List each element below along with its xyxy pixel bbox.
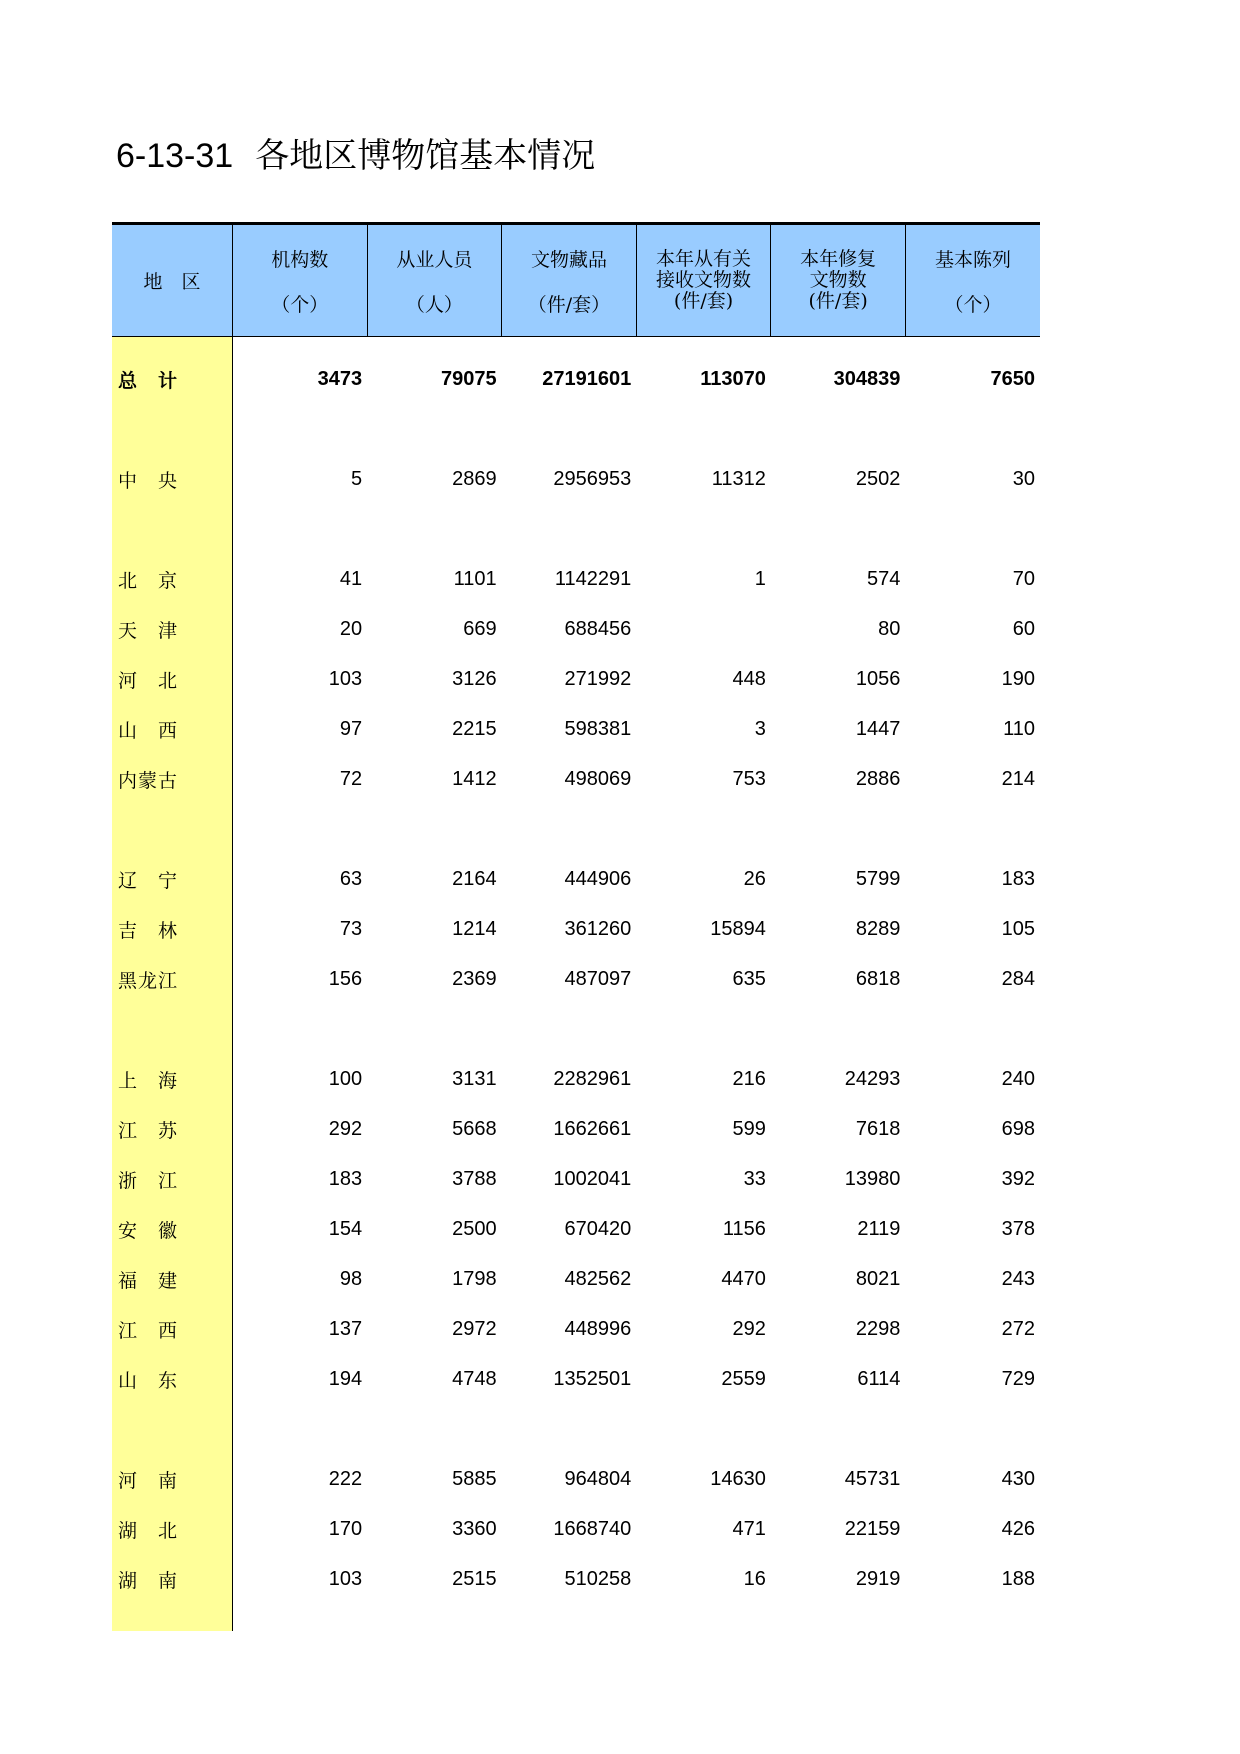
empty-cell	[502, 505, 637, 555]
header-staff	[367, 224, 502, 337]
table-row	[112, 1455, 1040, 1505]
value-cell: 103	[328, 668, 363, 690]
empty-cell	[771, 1605, 906, 1631]
empty-cell	[771, 1405, 906, 1455]
value-cell: 1056	[855, 668, 901, 690]
empty-cell	[905, 337, 1040, 355]
empty-cell	[502, 337, 637, 355]
value-cell: 2502	[855, 468, 901, 490]
value-cell: 1412	[452, 768, 497, 790]
value-cell: 2215	[452, 718, 497, 740]
header-label-line: 基本陈列	[934, 248, 1011, 271]
value-cell: 426	[1001, 1518, 1035, 1540]
value-cell: 100	[328, 1068, 363, 1090]
table-row	[112, 1155, 1040, 1205]
value-cell: 26	[743, 868, 766, 890]
total-row	[112, 355, 1040, 405]
header-region	[112, 224, 233, 337]
value-cell: 97	[339, 718, 363, 740]
value-cell: 222	[328, 1468, 363, 1490]
value-cell: 41	[339, 568, 363, 590]
value-cell: 33	[743, 1168, 766, 1190]
value-cell: 113070	[700, 368, 766, 390]
header-restored-relics	[771, 224, 906, 337]
table-row	[112, 1255, 1040, 1305]
value-cell: 45731	[844, 1468, 901, 1490]
header-label-line: 从业人员	[396, 248, 473, 271]
value-cell: 20	[339, 618, 363, 640]
page-title	[116, 128, 595, 177]
museum-statistics-table	[112, 222, 1040, 1631]
value-cell: 11312	[711, 468, 766, 490]
value-cell: 471	[732, 1518, 766, 1540]
table-number: 6-13-31	[116, 137, 234, 175]
empty-cell	[367, 1605, 502, 1631]
value-cell: 170	[328, 1518, 363, 1540]
region-name: 天 津	[112, 605, 233, 655]
region-cell	[112, 805, 233, 855]
value-cell: 214	[1001, 768, 1035, 790]
value-cell: 190	[1001, 668, 1035, 690]
value-cell: 103	[328, 1568, 363, 1590]
value-cell: 4748	[452, 1368, 497, 1390]
value-cell: 669	[463, 618, 497, 640]
value-cell: 292	[328, 1118, 363, 1140]
region-cell	[112, 1605, 233, 1631]
empty-cell	[233, 1405, 368, 1455]
table-header	[112, 224, 1040, 337]
spacer-row	[112, 1005, 1040, 1055]
region-name: 山 西	[112, 705, 233, 755]
table-row	[112, 1555, 1040, 1605]
value-cell: 448996	[564, 1318, 632, 1340]
value-cell: 154	[328, 1218, 363, 1240]
empty-cell	[502, 1605, 637, 1631]
value-cell: 22159	[844, 1518, 901, 1540]
table-title: 各地区博物馆基本情况	[255, 136, 596, 176]
table-row	[112, 605, 1040, 655]
value-cell: 2282961	[553, 1068, 632, 1090]
empty-cell	[636, 1605, 771, 1631]
value-cell: 599	[732, 1118, 766, 1140]
empty-cell	[905, 405, 1040, 455]
value-cell: 2369	[452, 968, 497, 990]
region-cell	[112, 1405, 233, 1455]
value-cell: 430	[1001, 1468, 1035, 1490]
value-cell: 105	[1001, 918, 1035, 940]
value-cell: 60	[1012, 618, 1035, 640]
value-cell: 392	[1001, 1168, 1035, 1190]
table-row	[112, 955, 1040, 1005]
header-exhibitions	[905, 224, 1040, 337]
value-cell: 2956953	[553, 468, 632, 490]
value-cell: 6818	[855, 968, 901, 990]
value-cell: 1447	[855, 718, 901, 740]
region-name: 江 西	[112, 1305, 233, 1355]
header-label-line: 接收文物数	[656, 269, 752, 291]
table-row	[112, 1205, 1040, 1255]
region-name: 中 央	[112, 455, 233, 505]
value-cell: 72	[339, 768, 363, 790]
value-cell: 137	[328, 1318, 363, 1340]
value-cell: 482562	[564, 1268, 632, 1290]
value-cell: 1352501	[553, 1368, 632, 1390]
value-cell: 98	[339, 1268, 363, 1290]
table-row	[112, 705, 1040, 755]
region-name: 上 海	[112, 1055, 233, 1105]
table-row	[112, 555, 1040, 605]
region-name: 河 北	[112, 655, 233, 705]
empty-cell	[367, 1405, 502, 1455]
table-row	[112, 1055, 1040, 1105]
value-cell: 698	[1001, 1118, 1035, 1140]
value-cell: 378	[1001, 1218, 1035, 1240]
value-cell: 498069	[564, 768, 632, 790]
header-label-line: （人）	[405, 293, 463, 316]
value-cell: 1142291	[554, 568, 632, 590]
region-name: 山 东	[112, 1355, 233, 1405]
header-label-line: 机构数	[271, 248, 329, 271]
value-cell: 510258	[564, 1568, 632, 1590]
value-cell: 194	[328, 1368, 363, 1390]
region-name: 内蒙古	[112, 755, 233, 805]
value-cell: 670420	[564, 1218, 632, 1240]
empty-cell	[636, 805, 771, 855]
value-cell: 448	[732, 668, 766, 690]
value-cell: 4470	[721, 1268, 766, 1290]
value-cell: 13980	[844, 1168, 901, 1190]
table-row	[112, 905, 1040, 955]
empty-cell	[636, 1405, 771, 1455]
table-row	[112, 755, 1040, 805]
region-name: 黑龙江	[112, 955, 233, 1005]
value-cell: 14630	[710, 1468, 766, 1490]
header-label-line: （件/套）	[527, 293, 611, 316]
value-cell: 5668	[452, 1118, 497, 1140]
region-name: 总 计	[112, 355, 233, 405]
value-cell: 240	[1001, 1068, 1035, 1090]
empty-cell	[367, 505, 502, 555]
region-name: 福 建	[112, 1255, 233, 1305]
value-cell	[636, 605, 771, 655]
empty-cell	[771, 405, 906, 455]
empty-cell	[233, 405, 368, 455]
value-cell: 3131	[452, 1068, 497, 1090]
empty-cell	[636, 337, 771, 355]
header-label-line: （个）	[271, 293, 329, 316]
header-label-line: 本年修复	[800, 248, 877, 270]
empty-cell	[233, 505, 368, 555]
value-cell: 1101	[453, 568, 497, 590]
spacer-row	[112, 1405, 1040, 1455]
value-cell: 574	[867, 568, 901, 590]
value-cell: 753	[732, 768, 766, 790]
empty-cell	[233, 1605, 368, 1631]
value-cell: 5799	[855, 868, 901, 890]
value-cell: 1214	[452, 918, 497, 940]
empty-cell	[771, 1005, 906, 1055]
value-cell: 7650	[990, 368, 1035, 390]
region-name: 江 苏	[112, 1105, 233, 1155]
empty-cell	[502, 805, 637, 855]
header-label-line: 地 区	[143, 271, 201, 293]
value-cell: 964804	[564, 1468, 632, 1490]
header-label-line: （个）	[944, 293, 1002, 316]
value-cell: 2298	[855, 1318, 901, 1340]
value-cell: 3473	[317, 368, 363, 390]
empty-cell	[771, 337, 906, 355]
empty-cell	[367, 337, 502, 355]
value-cell: 183	[1001, 868, 1035, 890]
value-cell: 1	[754, 568, 766, 590]
empty-cell	[367, 805, 502, 855]
empty-cell	[771, 805, 906, 855]
empty-cell	[367, 1005, 502, 1055]
value-cell: 487097	[564, 968, 632, 990]
value-cell: 2886	[855, 768, 901, 790]
value-cell: 24293	[844, 1068, 901, 1090]
spacer-row	[112, 805, 1040, 855]
value-cell: 688456	[564, 618, 632, 640]
value-cell: 3360	[452, 1518, 497, 1540]
value-cell: 2919	[855, 1568, 901, 1590]
table-row	[112, 655, 1040, 705]
empty-cell	[502, 405, 637, 455]
value-cell: 2869	[452, 468, 497, 490]
empty-cell	[905, 1605, 1040, 1631]
value-cell: 188	[1001, 1568, 1035, 1590]
header-collections	[502, 224, 637, 337]
value-cell: 598381	[564, 718, 632, 740]
value-cell: 5885	[452, 1468, 497, 1490]
value-cell: 16	[743, 1568, 766, 1590]
value-cell: 183	[328, 1168, 363, 1190]
value-cell: 79075	[441, 368, 497, 390]
region-name: 湖 北	[112, 1505, 233, 1555]
region-name: 河 南	[112, 1455, 233, 1505]
value-cell: 304839	[833, 368, 901, 390]
region-cell	[112, 1005, 233, 1055]
value-cell: 30	[1012, 468, 1035, 490]
value-cell: 27191601	[542, 368, 632, 390]
region-name: 辽 宁	[112, 855, 233, 905]
region-name: 北 京	[112, 555, 233, 605]
empty-cell	[905, 1405, 1040, 1455]
value-cell: 6114	[857, 1368, 901, 1390]
value-cell: 5	[350, 468, 363, 490]
region-name: 湖 南	[112, 1555, 233, 1605]
region-name: 安 徽	[112, 1205, 233, 1255]
value-cell: 63	[339, 868, 363, 890]
empty-cell	[502, 1405, 637, 1455]
spacer-row	[112, 505, 1040, 555]
region-name: 吉 林	[112, 905, 233, 955]
table-row	[112, 1305, 1040, 1355]
value-cell: 292	[732, 1318, 766, 1340]
value-cell: 729	[1001, 1368, 1035, 1390]
value-cell: 361260	[564, 918, 632, 940]
region-cell	[112, 405, 233, 455]
empty-cell	[233, 337, 368, 355]
value-cell: 15894	[710, 918, 766, 940]
header-label-line: 文物数	[809, 269, 867, 291]
bottom-spacer-row	[112, 1605, 1040, 1631]
header-institutions	[233, 224, 368, 337]
header-row	[112, 224, 1040, 337]
empty-cell	[636, 1005, 771, 1055]
value-cell: 3788	[452, 1168, 497, 1190]
table-row	[112, 1105, 1040, 1155]
table-row	[112, 1505, 1040, 1555]
empty-cell	[905, 805, 1040, 855]
value-cell: 70	[1012, 568, 1035, 590]
header-received-relics	[636, 224, 771, 337]
empty-cell	[233, 805, 368, 855]
value-cell: 8021	[855, 1268, 901, 1290]
empty-cell	[905, 1005, 1040, 1055]
top-spacer-row	[112, 337, 1040, 355]
header-label-line: (件/套)	[673, 290, 734, 312]
value-cell: 284	[1001, 968, 1035, 990]
empty-cell	[367, 405, 502, 455]
value-cell: 1662661	[553, 1118, 632, 1140]
value-cell: 156	[328, 968, 363, 990]
value-cell: 216	[732, 1068, 766, 1090]
table-body	[112, 337, 1040, 1631]
value-cell: 2559	[721, 1368, 766, 1390]
value-cell: 272	[1001, 1318, 1035, 1340]
empty-cell	[771, 505, 906, 555]
value-cell: 3	[754, 718, 766, 740]
value-cell: 2164	[452, 868, 497, 890]
value-cell: 1798	[452, 1268, 497, 1290]
empty-cell	[636, 405, 771, 455]
value-cell: 8289	[855, 918, 901, 940]
value-cell: 110	[1003, 718, 1035, 740]
value-cell: 7618	[855, 1118, 901, 1140]
value-cell: 635	[732, 968, 766, 990]
value-cell: 1668740	[553, 1518, 632, 1540]
table-row	[112, 1355, 1040, 1405]
value-cell: 1002041	[553, 1168, 632, 1190]
region-cell	[112, 505, 233, 555]
value-cell: 271992	[564, 668, 632, 690]
region-cell	[112, 337, 233, 355]
table-row	[112, 855, 1040, 905]
value-cell: 243	[1001, 1268, 1035, 1290]
spacer-row	[112, 405, 1040, 455]
header-label-line: 文物藏品	[530, 248, 607, 271]
value-cell: 80	[878, 618, 901, 640]
value-cell: 3126	[452, 668, 497, 690]
empty-cell	[233, 1005, 368, 1055]
value-cell: 73	[339, 918, 363, 940]
region-name: 浙 江	[112, 1155, 233, 1205]
empty-cell	[636, 505, 771, 555]
value-cell: 1156	[722, 1218, 766, 1240]
table-row	[112, 455, 1040, 505]
value-cell: 2119	[857, 1218, 901, 1240]
value-cell: 2500	[452, 1218, 497, 1240]
value-cell: 444906	[564, 868, 632, 890]
header-label-line: (件/套)	[808, 290, 868, 312]
empty-cell	[502, 1005, 637, 1055]
value-cell: 2515	[452, 1568, 497, 1590]
value-cell: 2972	[452, 1318, 497, 1340]
empty-cell	[905, 505, 1040, 555]
header-label-line: 本年从有关	[656, 248, 752, 270]
